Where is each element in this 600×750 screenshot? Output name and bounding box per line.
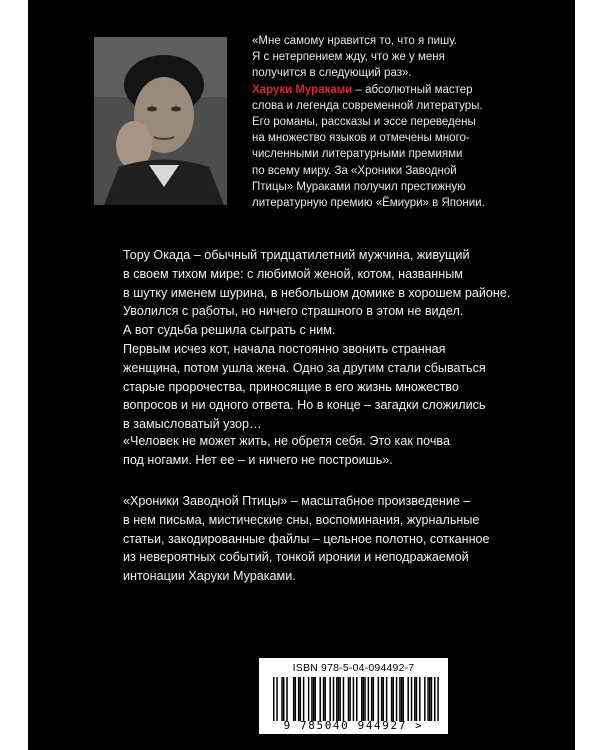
barcode-bar (339, 677, 340, 721)
barcode-bar (414, 677, 415, 721)
synopsis-line: Первым исчез кот, начала постоянно звонить странная (123, 341, 446, 356)
bio-line: слова и легенда современной литературы. (252, 99, 483, 112)
barcode-bar (424, 677, 425, 721)
bio-line: получится в следующий раз». (252, 67, 412, 80)
barcode-bar (311, 677, 312, 721)
synopsis-line: А вот судьба решила сыграть с ним. (123, 323, 336, 338)
synopsis-line: старые пророчества, приносящие в его жизнь множество (123, 379, 459, 394)
bio-line: Птицы» Мураками получил престижную (252, 180, 466, 193)
barcode-bar (411, 677, 412, 721)
barcode-bar (276, 677, 277, 721)
closing-paragraph (123, 492, 583, 586)
synopsis-line: в шутку именем шурина, в небольшом домике в хорошем районе. (123, 285, 511, 300)
bio-line: по всему миру. За «Хроники Заводной (252, 164, 457, 177)
bio-line: Я с нетерпением жду, что же у меня (252, 51, 445, 64)
barcode-bar (368, 677, 369, 721)
barcode-bar (407, 677, 408, 721)
barcode-bar (386, 677, 387, 721)
barcode-bar (402, 677, 403, 721)
isbn-label: ISBN 978-5-04-094492-7 (292, 662, 415, 674)
closing-line: интонации Харуки Мураками. (123, 569, 296, 584)
synopsis-line: Уволился с работы, но ничего страшного в этом не видел. (123, 304, 464, 319)
synopsis-line: в замысловатый узор… (123, 417, 262, 432)
ean-digits: 9 785040 944927 > (283, 719, 424, 732)
barcode-bars (273, 677, 439, 721)
author-bio (252, 33, 582, 211)
barcode-bar (378, 677, 379, 721)
barcode-bar (434, 677, 435, 721)
barcode-bar (401, 677, 402, 721)
quote-line: под ногами. Нет ее – и ничего не построишь». (123, 452, 393, 467)
barcode-bar (333, 677, 334, 721)
barcode-bar (303, 677, 304, 721)
barcode-bar (361, 677, 362, 721)
barcode-bar (343, 677, 344, 721)
synopsis-line: женщина, потом ушла жена. Одно за другим стали сбываться (123, 360, 486, 375)
barcode-bar (371, 677, 372, 721)
barcode-bar (393, 677, 394, 721)
barcode-bar (349, 677, 350, 721)
barcode-bar (416, 677, 417, 721)
barcode-bar (329, 677, 330, 721)
isbn-barcode (259, 658, 448, 734)
barcode-bar (396, 677, 397, 721)
barcode-bar (356, 677, 357, 721)
barcode-bar (429, 677, 430, 721)
barcode-bar (363, 677, 364, 721)
closing-line: статьи, закодированные файлы – цельное полотно, сотканное (123, 531, 490, 546)
bio-line: на множество языков и отмечены много- (252, 132, 470, 145)
barcode-bar (298, 677, 299, 721)
barcode-bar (283, 677, 284, 721)
synopsis-line: Тору Окада – обычный тридцатилетний мужчина, живущий (123, 248, 470, 262)
barcode-bar (338, 677, 339, 721)
author-name: Харуки Мураками (252, 83, 353, 96)
closing-line: из невероятных событий, тонкой иронии и неподражаемой (123, 550, 469, 565)
bio-line: литературную премию «Ёмиури» в Японии. (252, 197, 485, 210)
bio-line (252, 82, 582, 98)
quote-line: «Человек не может жить, не обретя себя. Это как почва (123, 434, 450, 448)
barcode-bar (295, 677, 296, 721)
barcode-bar (286, 677, 287, 721)
barcode-bar (323, 677, 324, 721)
synopsis-line: в своем тихом мире: с любимой женой, котом, названным (123, 266, 463, 281)
closing-line: в нем письма, мистические сны, воспоминания, журнальные (123, 512, 480, 527)
barcode-bar (315, 677, 316, 721)
barcode-bar (381, 677, 382, 721)
barcode-bar (293, 677, 294, 721)
bio-line: численными литературными премиями (252, 148, 463, 161)
closing-line: «Хроники Заводной Птицы» – масштабное произведение – (123, 494, 471, 508)
barcode-bar (319, 677, 320, 721)
barcode-bar (273, 677, 274, 721)
barcode-bar (348, 677, 349, 721)
bio-line: «Мне самому нравится то, что я пишу. (252, 35, 458, 47)
barcode-bar (431, 677, 432, 721)
barcode-bar (300, 677, 301, 721)
barcode-bar (419, 677, 420, 721)
barcode-bar (281, 677, 282, 721)
barcode-bar (427, 677, 428, 721)
book-back-cover (28, 0, 575, 750)
author-portrait-icon (94, 37, 227, 205)
author-photo (94, 37, 227, 205)
barcode-bar (313, 677, 314, 721)
bio-line: Его романы, рассказы и эссе переведены (252, 116, 476, 129)
synopsis-paragraph (123, 246, 583, 434)
quote-paragraph (123, 432, 583, 470)
barcode-bar (399, 677, 400, 721)
barcode-bar (324, 677, 325, 721)
barcode-bar (383, 677, 384, 721)
barcode-bar (336, 677, 337, 721)
barcode-bar (353, 677, 354, 721)
synopsis-line: вопросов и ни одного ответа. Но в конце – загадки сложились (123, 398, 486, 413)
barcode-bar (364, 677, 365, 721)
bio-line-rest: – абсолютный мастер (352, 83, 473, 96)
barcode-bar (308, 677, 309, 721)
barcode-bar (437, 677, 438, 721)
barcode-bar (391, 677, 392, 721)
barcode-bar (373, 677, 374, 721)
